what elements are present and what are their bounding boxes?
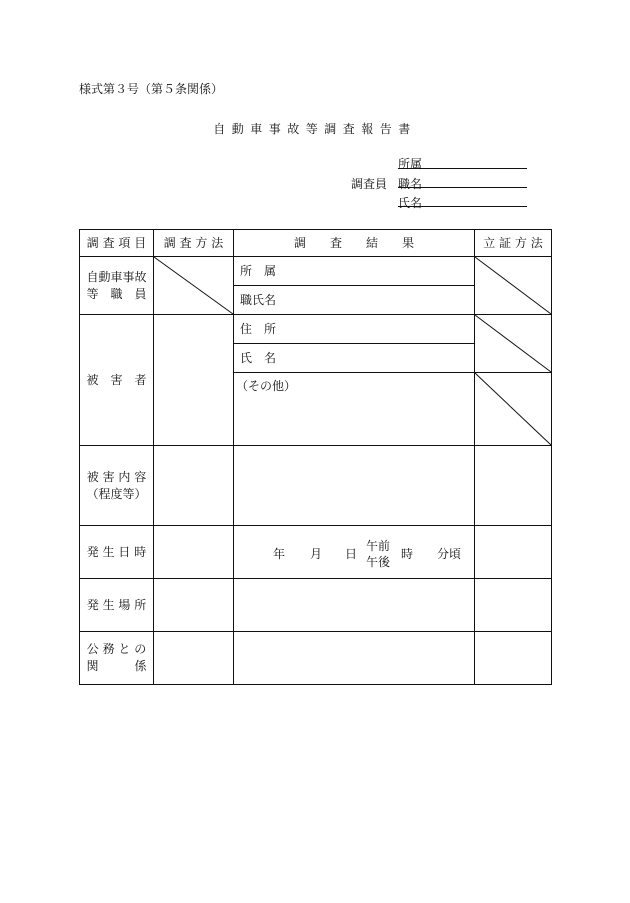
table-border-bottom (79, 684, 552, 685)
investigator-label: 調査員 (351, 177, 388, 191)
am-label: 午前 (366, 539, 391, 553)
minute-label: 分頃 (437, 547, 462, 561)
victim-name-cell[interactable] (240, 344, 470, 372)
place-proof-cell[interactable] (475, 579, 551, 631)
table-border-right (551, 229, 552, 685)
year-label: 年 (273, 547, 286, 561)
employee-position-name-label: 職氏名 (240, 292, 277, 307)
place-result-cell[interactable] (234, 579, 474, 631)
place-method-cell[interactable] (154, 579, 233, 631)
affiliation-label: 所属 (398, 157, 423, 171)
affiliation-field[interactable] (398, 168, 527, 169)
datetime-method-cell[interactable] (154, 526, 233, 578)
duty-label (80, 632, 153, 684)
victim-address-label: 住 所 (240, 321, 277, 336)
duty-method-cell[interactable] (154, 632, 233, 684)
diagonal-line (475, 373, 551, 445)
month-label: 月 (310, 547, 323, 561)
damage-label (80, 446, 153, 525)
diagonal-line (475, 257, 551, 314)
duty-label-line2: 関 係 (86, 659, 147, 673)
victim-label: 被 害 者 (86, 372, 147, 387)
employee-label (80, 257, 153, 314)
employee-label-line2: 等 職 員 (86, 286, 147, 301)
damage-label-line1: 被 害 内 容 (86, 469, 147, 484)
damage-label-line2: （程度等） (86, 486, 147, 501)
place-label: 発 生 場 所 (86, 597, 147, 612)
victim-other-cell[interactable] (236, 373, 470, 399)
duty-result-cell[interactable] (234, 632, 474, 684)
victim-address-cell[interactable] (240, 315, 470, 343)
duty-proof-cell[interactable] (475, 632, 551, 684)
day-label: 日 (345, 547, 358, 561)
header-proof: 立 証 方 法 (483, 235, 543, 250)
position-field[interactable] (398, 187, 527, 188)
victim-method-cell[interactable] (154, 315, 233, 445)
datetime-label: 発 生 日 時 (86, 544, 147, 559)
damage-proof-cell[interactable] (475, 446, 551, 525)
victim-name-label: 氏 名 (240, 350, 277, 365)
form-number: 様式第３号（第５条関係） (79, 82, 224, 96)
employee-position-name-cell[interactable] (240, 286, 470, 314)
datetime-proof-cell[interactable] (475, 526, 551, 578)
damage-result-cell[interactable] (234, 446, 474, 525)
employee-affiliation-cell[interactable] (240, 257, 470, 285)
duty-label-line1: 公 務 と の (86, 642, 147, 656)
name-field[interactable] (398, 206, 527, 207)
victim-other-label: （その他） (236, 378, 297, 393)
employee-label-line1: 自動車事故 (86, 269, 147, 284)
damage-method-cell[interactable] (154, 446, 233, 525)
employee-affiliation-label: 所 属 (240, 263, 277, 278)
header-item: 調 査 項 目 (86, 235, 147, 250)
position-label: 職名 (398, 177, 423, 191)
header-result: 調 査 結 果 (293, 235, 414, 250)
diagonal-line (475, 315, 551, 372)
header-method: 調 査 方 法 (163, 235, 224, 250)
hour-label: 時 (401, 547, 414, 561)
diagonal-line (154, 257, 233, 314)
document-title: 自動車事故等調査報告書 (213, 122, 417, 136)
pm-label: 午後 (366, 555, 391, 569)
name-label: 氏名 (398, 196, 423, 210)
